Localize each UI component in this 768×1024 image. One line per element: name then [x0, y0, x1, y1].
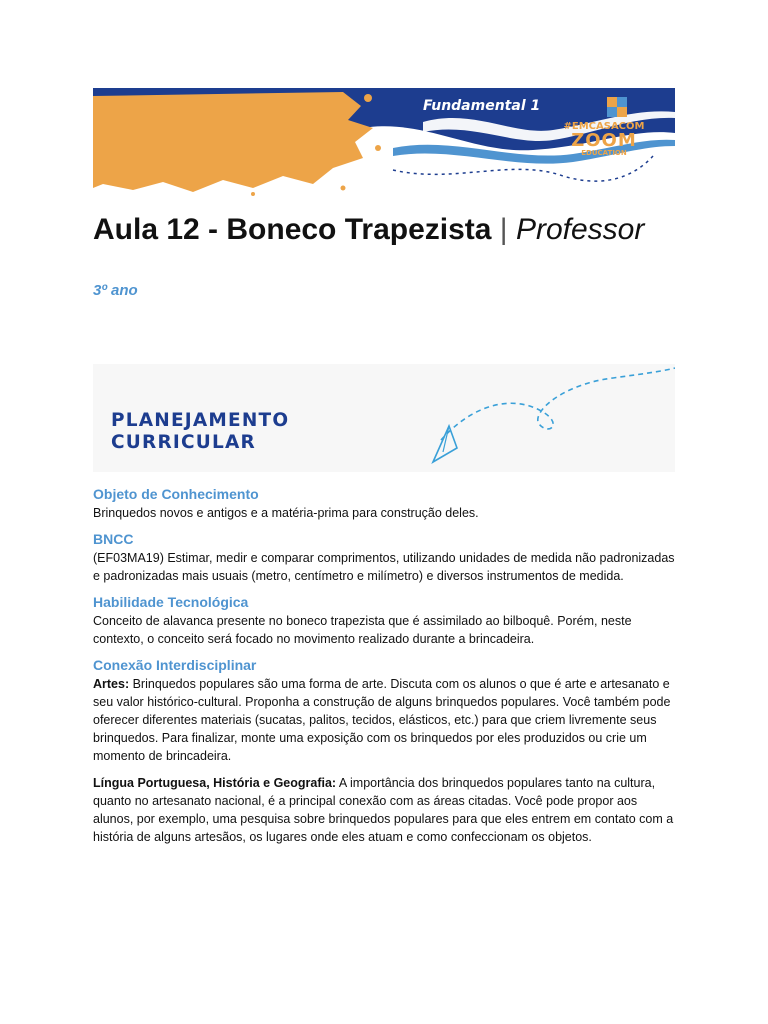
section-text: Brinquedos novos e antigos e a matéria-prima para construção deles. [93, 506, 479, 520]
lingua-text: A importância dos brinquedos populares tanto na cultura, quanto no artesanato nacional, é a principal conexão com as áreas citadas. Você pode propor aos alunos, por exemplo, uma pesquisa sobre brinquedos populares para que eles entrem em contato com a história de alguns artesãos, os lugares onde eles atuam e como confeccionam os objetos. [93, 776, 674, 844]
brand-logo [549, 122, 659, 157]
section-conexao [93, 655, 678, 846]
page-title [93, 208, 713, 252]
section-heading: Conexão Interdisciplinar [93, 657, 257, 673]
section-habilidade [93, 592, 678, 648]
artes-label: Artes: [93, 677, 130, 691]
section-heading: Objeto de Conhecimento [93, 486, 259, 502]
planning-line1: PLANEJAMENTO [111, 410, 290, 431]
section-text: (EF03MA19) Estimar, medir e comparar comprimentos, utilizando unidades de medida não padronizadas e padronizadas mais usuais (metro, centímetro e milímetro) e diversos instrumentos de medida. [93, 551, 675, 583]
section-heading: BNCC [93, 531, 134, 547]
brand-line2: ZOOM [571, 130, 637, 151]
section-bncc [93, 529, 678, 585]
brand-line1: #EMCASACOM [563, 121, 645, 132]
puzzle-logo-icon [607, 97, 627, 117]
planning-title [111, 410, 289, 454]
badge-label: Fundamental 1 [423, 98, 541, 114]
planning-banner [93, 364, 675, 472]
title-role: Professor [515, 213, 645, 246]
grade-label: 3º ano [93, 282, 138, 299]
title-separator: | [499, 213, 508, 246]
lesson-content [93, 484, 678, 853]
section-objeto [93, 484, 678, 522]
lingua-paragraph [93, 774, 678, 846]
fundamental-badge [423, 98, 540, 114]
brand-line3: EDUCATION [581, 149, 627, 157]
header-banner [93, 88, 675, 196]
lingua-label: Língua Portuguesa, História e Geografia: [93, 776, 337, 790]
section-heading: Habilidade Tecnológica [93, 594, 249, 610]
planning-line2: CURRICULAR [111, 432, 256, 453]
lesson-title: Aula 12 - Boneco Trapezista [93, 213, 492, 246]
section-text: Conceito de alavanca presente no boneco trapezista que é assimilado ao bilboquê. Porém, neste contexto, o conceito será focado no movimento realizado durante a brincadeira. [93, 614, 632, 646]
artes-text: Brinquedos populares são uma forma de arte. Discuta com os alunos o que é arte e artesanato e seu valor histórico-cultural. Proponha a construção de alguns brinquedos populares. Você também pode oferecer diferentes materiais (sucatas, palitos, tecidos, elásticos, etc.) para que criem livremente seus brinquedos. Para finalizar, monte uma exposição com os brinquedos por eles produzidos ou crie um momento de brincadeira. [93, 677, 671, 763]
artes-paragraph [93, 675, 678, 765]
